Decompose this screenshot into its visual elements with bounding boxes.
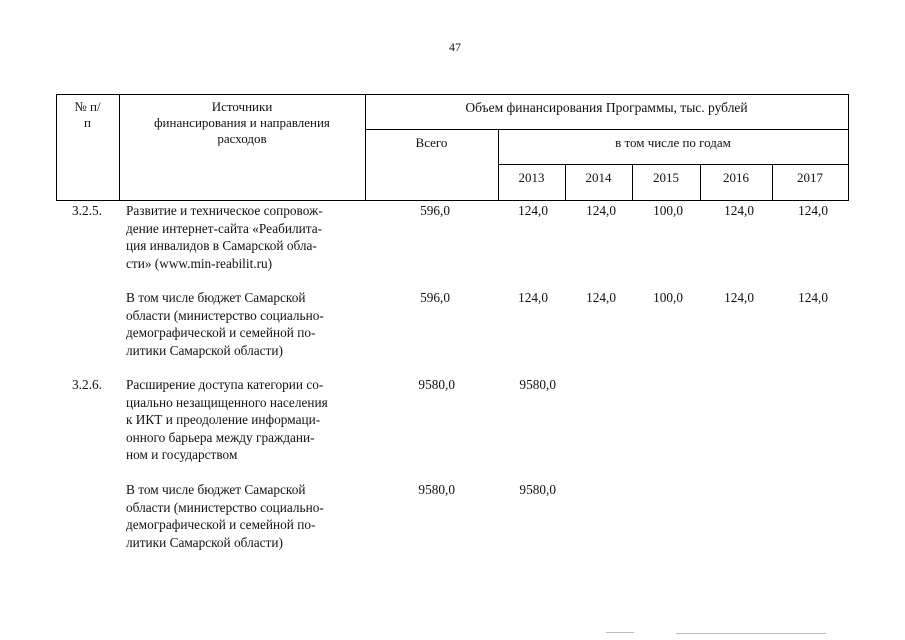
header-year-2013: 2013	[518, 170, 545, 185]
header-source-line-3: расходов	[217, 131, 267, 146]
header-by-years: в том числе по годам	[615, 135, 731, 150]
row-year-2016: 124,0	[724, 290, 754, 305]
row-year-2014: 124,0	[586, 290, 616, 305]
row-description: В том числе бюджет Самарской области (министерство социально- демографической и семейной по- литики Самарской области)	[126, 290, 324, 358]
header-year-2015: 2015	[653, 170, 679, 185]
page-number: 47	[449, 40, 461, 54]
row-description: Расширение доступа категории со- циально незащищенного населения к ИКТ и преодоление информаци- онного барьера между граждани- ном и государством	[126, 377, 328, 462]
row-description: Развитие и техническое сопровож- дение интернет-сайта «Реабилита- ция инвалидов в Самарской обла- сти» (www.min-reabilit.ru)	[126, 203, 323, 271]
row-year-2016: 124,0	[724, 203, 754, 218]
header-funding-title: Объем финансирования Программы, тыс. рублей	[465, 100, 748, 115]
row-year-2013: 9580,0	[519, 482, 556, 497]
row-year-2013: 124,0	[518, 203, 548, 218]
header-source-line-2: финансирования и направления	[154, 115, 330, 130]
row-id: 3.2.5.	[72, 203, 102, 218]
row-total: 9580,0	[418, 377, 455, 392]
scan-artifact	[606, 632, 634, 633]
header-total: Всего	[415, 135, 448, 150]
row-year-2013: 124,0	[518, 290, 548, 305]
header-number-col	[56, 99, 119, 131]
row-total: 596,0	[420, 290, 450, 305]
header-year-2017: 2017	[797, 170, 823, 185]
header-year-2016: 2016	[723, 170, 749, 185]
header-year-2014: 2014	[585, 170, 612, 185]
row-year-2015: 100,0	[653, 290, 683, 305]
row-year-2014: 124,0	[586, 203, 616, 218]
row-year-2013: 9580,0	[519, 377, 556, 392]
header-number-label: № п/п	[74, 99, 101, 130]
scan-artifact	[676, 633, 826, 634]
row-total: 9580,0	[418, 482, 455, 497]
row-year-2015: 100,0	[653, 203, 683, 218]
header-source-line-1: Источники	[211, 99, 273, 114]
row-description: В том числе бюджет Самарской области (министерство социально- демографической и семейной по- литики Самарской области)	[126, 482, 324, 550]
header-source-col	[119, 99, 365, 147]
row-year-2017: 124,0	[798, 203, 828, 218]
row-total: 596,0	[420, 203, 450, 218]
row-id: 3.2.6.	[72, 377, 102, 392]
row-year-2017: 124,0	[798, 290, 828, 305]
